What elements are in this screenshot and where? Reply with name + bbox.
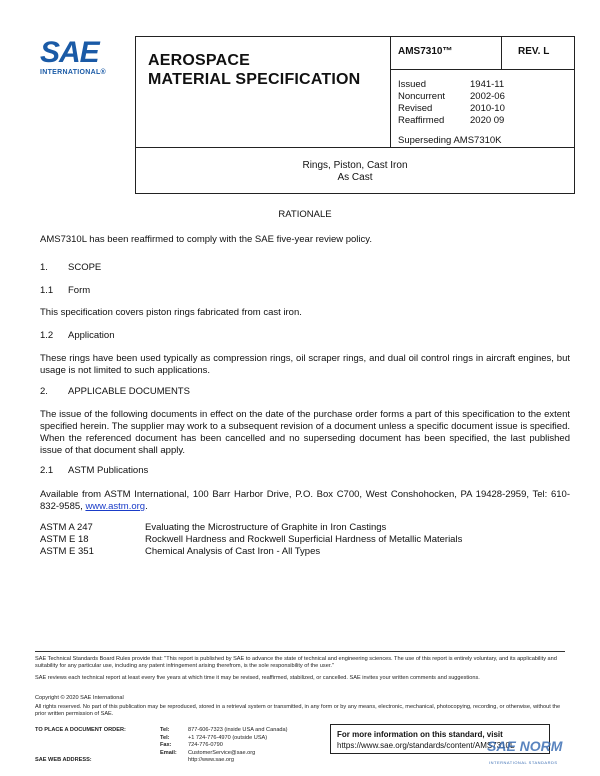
section-title: SCOPE <box>68 262 102 273</box>
date-table <box>398 79 505 127</box>
contact-value: +1 724-776-4970 (outside USA) <box>188 734 268 741</box>
info-url[interactable]: https://www.sae.org/standards/content/AMS7310L <box>337 741 515 750</box>
section-number: 2. <box>40 386 48 397</box>
divider <box>390 37 391 147</box>
contact-block <box>35 727 288 765</box>
section-number: 1.2 <box>40 330 54 341</box>
info-title: For more information on this standard, visit <box>337 730 503 739</box>
superseding: Superseding AMS7310K <box>398 135 502 146</box>
watermark: SAE NORM <box>487 738 563 754</box>
section-2-1-text <box>40 489 570 513</box>
list-item <box>40 546 462 558</box>
document-title-box <box>135 148 575 194</box>
section-number: 1.1 <box>40 285 54 296</box>
section-2-heading <box>40 386 570 398</box>
document-subtitle: As Cast <box>337 172 373 183</box>
reference-title: Chemical Analysis of Cast Iron - All Types <box>145 546 321 557</box>
watermark-sub: INTERNATIONAL STANDARDS <box>489 760 558 765</box>
date-label: Issued <box>398 79 426 90</box>
rationale-text: AMS7310L has been reaffirmed to comply with the SAE five-year review policy. <box>40 234 372 245</box>
astm-link[interactable]: www.astm.org <box>85 501 146 512</box>
web-label: SAE WEB ADDRESS: <box>35 757 92 763</box>
contact-row <box>35 742 288 750</box>
sae-logo <box>40 38 120 76</box>
contact-row <box>35 735 288 743</box>
contact-key: Email: <box>160 749 177 756</box>
contact-row <box>35 750 288 758</box>
contact-row <box>35 727 288 735</box>
title-line-1: AEROSPACE <box>148 52 250 69</box>
section-1-2-text: These rings have been used typically as compression rings, oil scraper rings, and dual oil control rings in aircraft engines, but usage is not limited to such applications. <box>40 353 570 376</box>
document-title: Rings, Piston, Cast Iron <box>302 160 408 171</box>
section-1-2-heading <box>40 330 570 342</box>
date-value: 1941-11 <box>470 79 505 90</box>
section-1-heading <box>40 262 570 274</box>
reference-title: Rockwell Hardness and Rockwell Superficial Hardness of Metallic Materials <box>145 534 463 545</box>
section-title: Application <box>68 330 115 341</box>
reference-code: ASTM E 351 <box>40 546 94 557</box>
date-row <box>398 91 505 103</box>
date-label: Noncurrent <box>398 91 445 102</box>
reference-list <box>40 522 462 558</box>
section-number: 2.1 <box>40 465 54 476</box>
section-1-1-heading <box>40 285 570 297</box>
astm-address: Available from ASTM International, 100 Barr Harbor Drive, P.O. Box C700, West Conshohocken, PA 19428-2959, Tel: 610-832-9585, <box>40 489 570 512</box>
footer-rules-text: SAE Technical Standards Board Rules provide that: "This report is published by SAE to advance the state of technical and engineering sciences. The use of this report is entirely voluntary, and its applicability and suitability for any particular use, including any patent infringement arising therefrom, is the sole responsibility of the user." <box>35 656 557 669</box>
contact-value: 724-776-0790 <box>188 742 223 748</box>
list-item <box>40 522 462 534</box>
footer-rights: All rights reserved. No part of this publication may be reproduced, stored in a retrieval system or transmitted, in any form or by any means, electronic, mechanical, photocopying, recording, or otherwise, without the prior written permission of SAE. <box>35 704 561 717</box>
date-value: 2010-10 <box>470 103 505 114</box>
reference-code: ASTM A 247 <box>40 522 93 533</box>
date-row <box>398 79 505 91</box>
section-title: APPLICABLE DOCUMENTS <box>68 386 190 397</box>
contact-key: Tel: <box>160 727 170 733</box>
divider <box>390 69 575 70</box>
order-label: TO PLACE A DOCUMENT ORDER: <box>35 727 126 733</box>
contact-key: Fax: <box>160 742 172 748</box>
divider <box>501 37 502 69</box>
date-value: 2020 09 <box>470 115 505 126</box>
period: . <box>145 501 148 512</box>
rationale-heading: RATIONALE <box>278 209 332 220</box>
reference-title: Evaluating the Microstructure of Graphite in Iron Castings <box>145 522 387 533</box>
reference-code: ASTM E 18 <box>40 534 89 545</box>
footer-copyright: Copyright © 2020 SAE International <box>35 695 124 701</box>
section-2-text: The issue of the following documents in effect on the date of the purchase order forms a part of this specification to the extent specified herein. The supplier may work to a subsequent revision of a document unless a specific document issue is specified. When the referenced document has been cancelled and no superseding document has been specified, the last published issue of that document shall apply. <box>40 409 570 456</box>
email-link[interactable]: CustomerService@sae.org <box>188 749 256 756</box>
contact-row <box>35 757 288 765</box>
date-label: Reaffirmed <box>398 115 445 126</box>
web-link[interactable]: http://www.sae.org <box>188 757 235 763</box>
section-2-1-heading <box>40 465 570 477</box>
contact-key: Tel: <box>160 734 170 741</box>
date-label: Revised <box>398 103 433 114</box>
date-value: 2002-06 <box>470 91 505 102</box>
revision: REV. L <box>518 46 550 57</box>
list-item <box>40 534 462 546</box>
date-row <box>398 115 505 127</box>
date-row <box>398 103 505 115</box>
section-number: 1. <box>40 262 48 273</box>
logo-sub: INTERNATIONAL® <box>40 69 107 76</box>
section-1-1-text: This specification covers piston rings fabricated from cast iron. <box>40 307 302 318</box>
section-title: ASTM Publications <box>68 465 149 476</box>
logo-mark: SAE <box>40 36 99 69</box>
footer-rule <box>35 651 565 652</box>
spec-type-title <box>148 51 360 89</box>
title-line-2: MATERIAL SPECIFICATION <box>148 71 361 88</box>
section-title: Form <box>68 285 91 296</box>
header-box <box>135 36 575 148</box>
document-number: AMS7310™ <box>398 46 453 57</box>
contact-value: 877-606-7323 (inside USA and Canada) <box>188 727 288 733</box>
footer-review-text: SAE reviews each technical report at least every five years at which time it may be revised, reaffirmed, stabilized, or cancelled. SAE invites your written comments and suggestions. <box>35 675 480 681</box>
